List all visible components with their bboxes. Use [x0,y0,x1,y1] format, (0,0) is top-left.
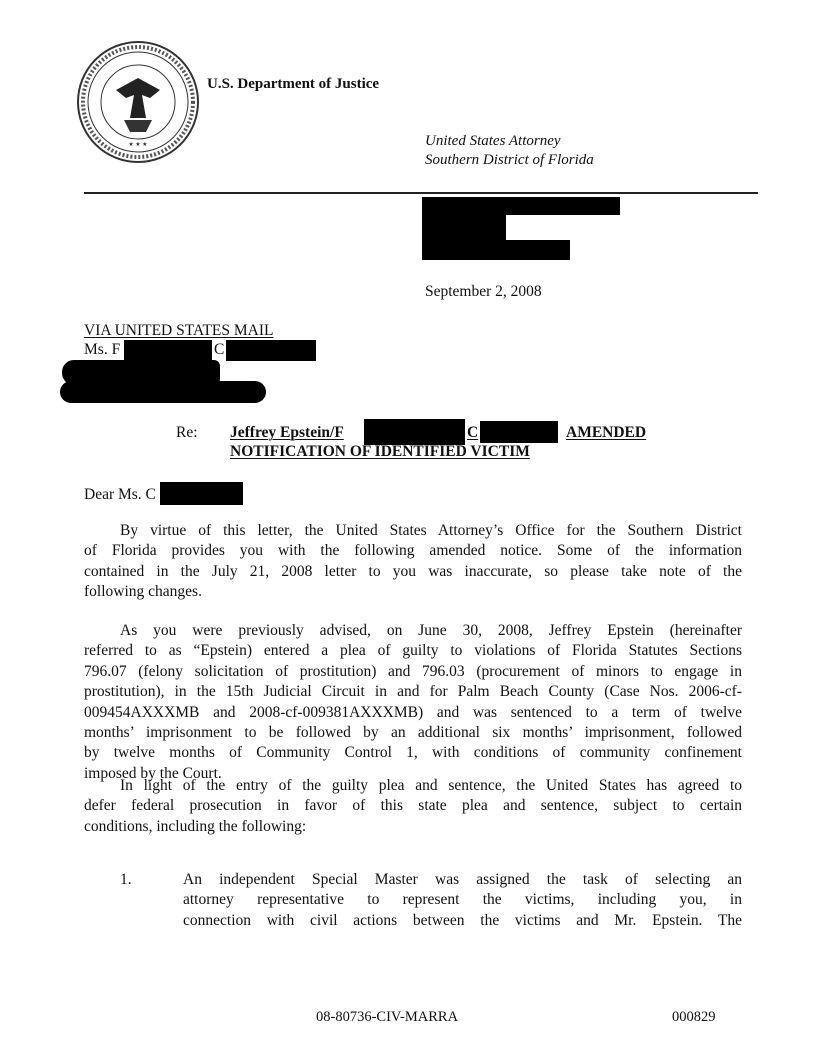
text-line: defer federal prosecution in favor of this state plea and sentence, subject to certain [84,797,742,815]
text-line: As you were previously advised, on June 30, 2008, Jeffrey Epstein (hereinafter [120,622,742,639]
case-number: 08-80736-CIV-MARRA [316,1009,459,1025]
text-line: An independent Special Master was assigned the task of selecting an [183,871,742,888]
redaction [226,340,316,361]
text-line: following changes. [84,583,202,601]
redaction [422,240,570,260]
text-line: 796.07 (felony solicitation of prostitution) and 796.03 (procurement of minors to engage in [84,662,742,680]
text-line: months’ imprisonment to be followed by an additional six months’ imprisonment, followed [84,724,742,742]
redaction [124,340,212,360]
redaction [160,482,243,505]
re-subject-part2: C [467,424,479,441]
paragraph-3 [84,776,742,837]
re-label: Re: [176,424,198,441]
office-district: Southern District of Florida [425,152,594,168]
redaction [422,197,620,215]
redaction [364,419,465,445]
redaction [422,214,506,241]
re-subject-line2: NOTIFICATION OF IDENTIFIED VICTIM [230,443,530,460]
text-line: of Florida provides you with the following amended notice. Some of the information [84,542,742,560]
paragraph-2 [84,621,742,784]
delivery-method: VIA UNITED STATES MAIL [84,322,274,339]
text-line: prostitution), in the 15th Judicial Circuit in and for Palm Beach County (Case Nos. 2006-cf- [84,683,742,701]
text-line: By virtue of this letter, the United States Attorney’s Office for the Southern District [120,522,742,539]
text-line: 009454AXXXMB and 2008-cf-009381AXXXMB) and was sentenced to a term of twelve [84,703,742,721]
recipient-initial: C [214,341,225,358]
agency-name: U.S. Department of Justice [207,76,380,92]
office-title: United States Attorney [425,133,561,149]
letter-date: September 2, 2008 [425,283,542,300]
re-subject-part1: Jeffrey Epstein/F [230,424,344,441]
text-line: connection with civil actions between the victims and Mr. Epstein. The [183,911,742,929]
paragraph-1 [84,521,742,603]
text-line: conditions, including the following: [84,817,307,835]
svg-text:★ ★ ★: ★ ★ ★ [128,142,148,148]
text-line: referred to as “Epstein) entered a plea of guilty to violations of Florida Statutes Sections [84,642,742,660]
list-number: 1. [120,871,132,888]
re-subject-part3: AMENDED [566,424,647,441]
header-rule [84,192,758,194]
text-line: In light of the entry of the guilty plea and sentence, the United States has agreed to [120,777,742,794]
text-line: by twelve months of Community Control 1, with conditions of community confinement [84,744,742,762]
doj-seal-logo [76,40,200,164]
salutation: Dear Ms. C [84,486,156,503]
text-line: imposed by the Court. [84,764,222,782]
text-line: contained in the July 21, 2008 letter to you was inaccurate, so please take note of the [84,562,742,580]
redaction [480,421,558,443]
text-line: attorney representative to represent the victims, including you, in [183,891,742,909]
recipient-prefix: Ms. F [84,341,121,358]
bates-number: 000829 [672,1009,716,1025]
redaction [60,381,266,403]
